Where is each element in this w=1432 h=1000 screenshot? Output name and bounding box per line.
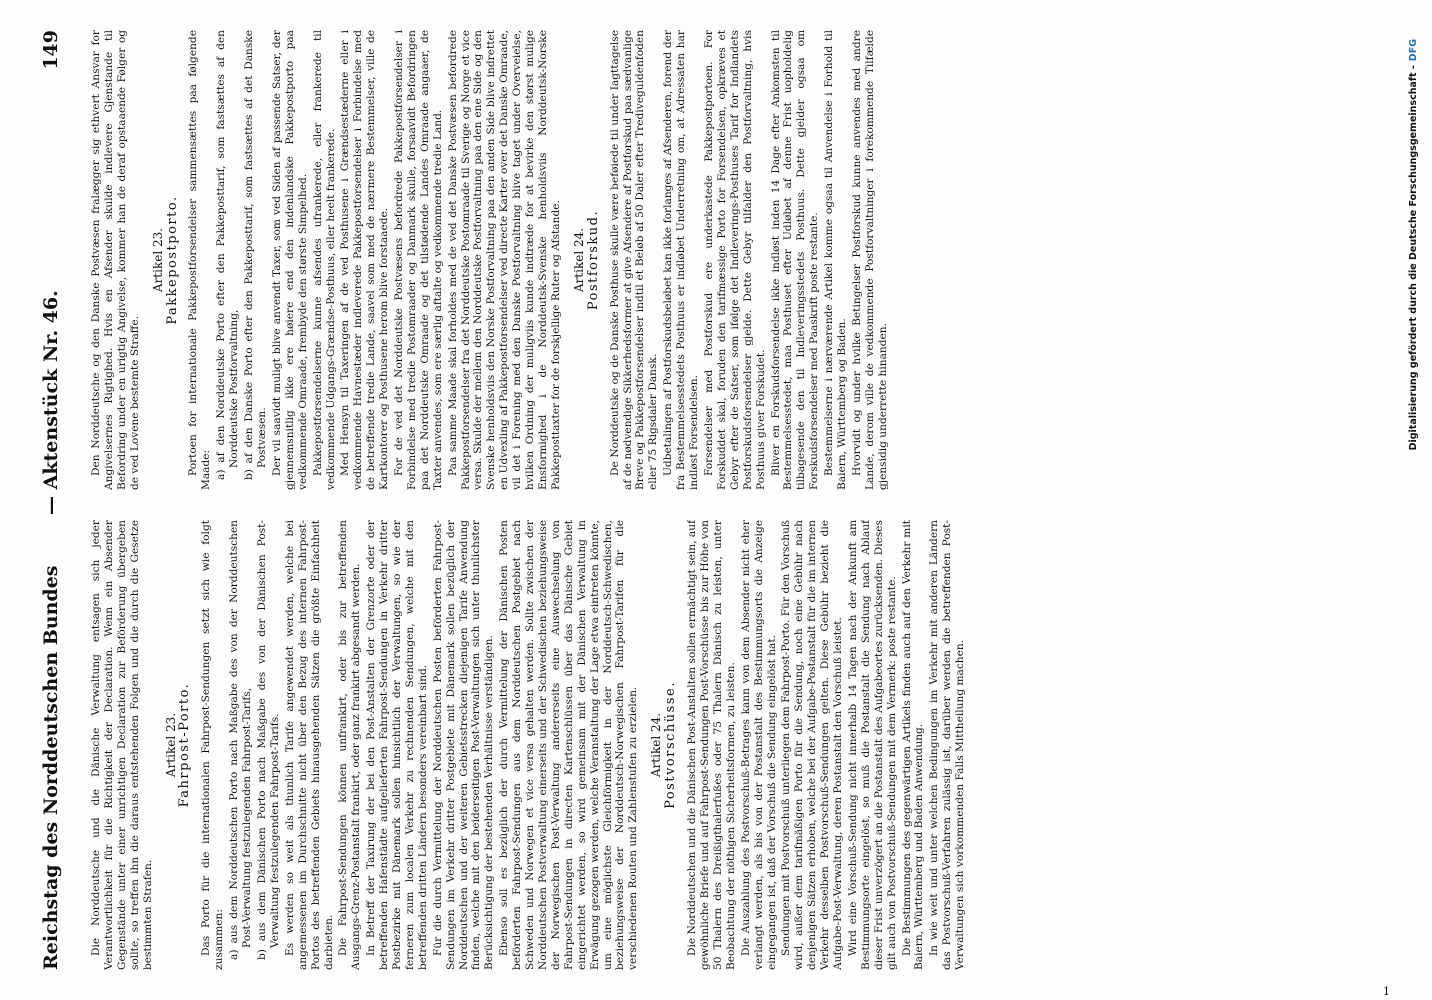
article-heading: Artikel 23. — [163, 712, 178, 778]
paragraph: Das Porto für die internationalen Fahrpost-Sendungen setzt sich wie folgt zusammen: — [200, 520, 226, 970]
paragraph: Med Hensyn til Taxeringen af de ved Posthusene i Grændsestæderne eller i vedkommende Havnestæder indleverede Pakkepostforsendelser i Forbindelse med de betreffende tredie Lande, saavel som med de nærmere Bestemmelser, ville de Kartkontorer og Posthusene herom blive forstaaede. — [339, 30, 391, 490]
danish-column — [90, 30, 1400, 490]
paragraph: Für die durch Vermittelung der Norddeutschen Posten beförderten Fahrpost-Sendungen im Verkehr dritter Postgebiete mit Dänemark sollen bezüglich der Norddeutschen und der weiteren Gebietsstrecken diejenigen Tarife Anwendung finden, welche mit den beiderseitigen Post-Verwaltungen sich unter thunlichster Berücksichtigung der bestehenden Verhältnisse verständigen. — [431, 520, 496, 970]
article-title: Postvorschüsse. — [663, 681, 679, 809]
paragraph: Die Bestimmungen des gegenwärtigen Artikels finden auch auf den Verkehr mit Baiern, Württemberg und Baden Anwendung. — [900, 520, 926, 970]
article-title: Fahrpost-Porto. — [177, 682, 193, 808]
paragraph: In Betreff der Taxirung der bei den Post-Anstalten der Grenzorte oder der betreffenden Hafenstädte aufgelieferten Fahrpost-Sendungen in Verkehr dritter Postbezirke mit Dänemark sollen hinsichtlich der Verwaltungen, so wie der ferneren zum localen Verkehr zu rechnenden Sendungen, welche mit den betreffenden dritten Ländern besonders vereinbart sind. — [365, 520, 429, 970]
header-document-number: — Aktenstück Nr. 46. — [40, 290, 62, 515]
german-column — [90, 520, 1400, 970]
digitization-strip — [1408, 30, 1426, 960]
paragraph: Die Norddeutschen und die Dänischen Post-Anstalten sollen ermächtigt sein, auf gewöhnliche Briefe und auf Fahrpost-Sendungen Post-Vorschüsse bis zur Höhe von 50 Thalern des Dreißigthalerfußes oder 75 Thalern Dänisch zu leisten, unter Beobachtung der nöthigen Sicherheitsformen, zu leisten. — [686, 520, 737, 970]
dfg-logo: DFG — [1408, 39, 1419, 62]
paragraph: Die Norddeutsche und die Dänische Verwaltung entsagen sich jeder Verantwortlichkeit für die Richtigkeit der Declaration. Wenn ein Absender Gegenstände unter einer unrichtigen Declaration zur Beförderung übergeben sollte, so treffen ihn die daraus entstehenden Folgen und die durch die Gesetze bestimmten Strafen. — [90, 520, 154, 970]
article-heading: Artikel 24. — [571, 227, 586, 293]
paragraph: Hvorvidt og under hvilke Betingelser Postforskud kunne anvendes med andre Lande, derom ville de vedkommende Postforvaltninger i forekommende Tilfælde gjensidig underrette hinanden. — [850, 30, 889, 490]
article-title: Postforskud. — [585, 209, 601, 311]
paragraph: Bestemmelserne i nærværende Artikel komme ogsaa til Anvendelse i Forhold til Baiern, Württemberg og Baden. — [823, 30, 849, 490]
paragraph: Forsendelser med Postforskud ere underkastede Pakkepostportoen. For Forskuddet skal, foruden den tarifmæssige Porto for Forsendelsen, opkræves et Gebyr efter de Satser, som ifølge det Indleverings-Posthuses Tarif for Indlandets Postforskudsforsendelser gjelde. Dette Gebyr tilfalder den Postforvaltning, hvis Posthuus giver Forskudet. — [702, 30, 767, 490]
page-number: 149 — [40, 30, 62, 70]
paragraph: In wie weit und unter welchen Bedingungen im Verkehr mit anderen Ländern das Postvorschuß-Verfahren zulässig ist, darüber werden die betreffenden Post-Verwaltungen sich vorkommenden Falls Mittheilung machen. — [928, 520, 967, 970]
paragraph: Ebenso soll es bezüglich der durch Vermittelung der Dänischen Posten beförderten Fahrpost-Sendungen aus dem Norddeutschen Postgebiet nach Schweden und Norwegen et vice versa gehalten werden. Sollte zwischen der Norddeutschen Postverwaltung einerseits und der Schwedischen beziehungsweise der Norwegischen Post-Verwaltung andererseits eine Auswechselung von Fahrpost-Sendungen in directen Kartenschlüssen über das Dänische Gebiet eingerichtet werden, so wird gemeinsam mit der Dänischen Verwaltung in Erwägung gezogen werden, welche Veranstaltung der Lage etwa eintreten könnte, um eine möglichste Gleichförmigkeit in der Norddeutsch-Schwedischen, beziehungsweise der Norddeutsch-Norwegischen Fahrpost-Tarifen für die verschiedenen Routen und Zahlenstufen zu erzielen. — [498, 520, 640, 970]
paragraph: Bliver en Forskudsforsendelse ikke indløst inden 14 Dage efter Ankomsten til Bestemmelsesstedet, maa Posthuset efter Udløbet af denne Frist uopholdelig tilbagesende den til Indleveringsstedets Posthuus. Dette gjelder ogsaa om Forskudsforsendelser med Paaskrift poste restante. — [769, 30, 821, 490]
list-item: a) aus dem Norddeutschen Porto nach Maßgabe des von der Norddeutschen Post-Verwaltung festzulegenden Fahrpost-Tarifs, — [228, 520, 254, 960]
paragraph: Wird eine Vorschuß-Sendung nicht innerhalb 14 Tagen nach der Ankunft am Bestimmungsorte eingelöst, so muß die Postanstalt die Sendung nach Ablauf dieser Frist unverzögert an die Postanstalt des Aufgabeortes zurücksenden. Dieses gilt auch von Postvorschuß-Sendungen mit dem Vermerk: poste restante. — [846, 520, 898, 970]
paragraph: For de ved det Norddeutske Postvæsens befordrede Pakkepostforsendelser i Forbindelse med tredie Postomraader og Danmark skulle, forsaavidt Befordringen paa det Norddeutske Omraade og det tilstødende Landes Omraade angaaer, de Taxter anvendes, som ere særlig aftalte og vedkommende tredie Land. — [393, 30, 444, 490]
corner-mark: 1 — [1383, 985, 1390, 998]
header-title: Reichstag des Norddeutschen Bundes — [40, 565, 62, 970]
paragraph: Die Fahrpost-Sendungen können unfrankirt, oder bis zur betreffenden Ausgangs-Grenz-Postanstalt frankirt, oder ganz frankirt abgesandt werden. — [337, 520, 363, 970]
paragraph: Die Auszahlung des Postvorschuß-Betrages kann von dem Absender nicht eher verlangt werden, als bis von der Postanstalt des Bestimmungsorts die Anzeige eingegangen ist, daß der Vorschuß die Sendung eingelöst hat. — [739, 520, 778, 970]
running-header — [40, 30, 70, 970]
paragraph: Der vil saavidt muligt blive anvendt Taxer, som ved Siden af passende Satser, der gjennemsnitlig ikke ere høiere end den indenlandske Pakkepostporto paa vedkommende Omraade, frembyde den største Simpelhed. — [270, 30, 309, 490]
paragraph: Paa samme Maade skal forholdes med de ved det Danske Postvæsen befordrede Pakkepostforsendelser fra det Norddeutske Postomraade til Sverige og Norge et vice versa. Skulde der mellem den Norddeutske Postforvaltning paa den ene Side og den Svenske henholdsviis den Norske Postforvaltning paa den anden Side blive indrettet en Udvexling af Pakkepostforsendelser ved directe Karter over det Danske Omraade, vil det i Forening med den Danske Postforvaltning blive taget under Overveielse, hvilken Ordning der muligviis kunde indtræde for at bevirke den størst mulige Ensformighed i de Norddeutsk-Svenske henholdsviis Norddeutsk-Norske Pakkeposttaxter for de forskjellige Ruter og Afstande. — [446, 30, 562, 490]
article-title: Pakkepostporto. — [164, 195, 180, 325]
paragraph: Pakkepostforsendelserne kunne afsendes ufrankerede, eller frankerede til vedkommende Udgangs-Grændse-Posthuus, eller heelt frankerede. — [311, 30, 337, 490]
paragraph: Portoen for internationale Pakkepostforsendelser sammensættes paa følgende Maade: — [187, 30, 213, 490]
paragraph: De Norddeutske og de Danske Posthuse skulle være beføiede til under Iagttagelse af de nødvendige Sikkerhedsformer at give Afsendere af Postforskud paa sædvanlige Breve og Pakkepostforsendelser indtil et Beløb af 50 Daler efter Trediveguldenfoden eller 75 Rigsdaler Dansk. — [608, 30, 660, 490]
digitization-note — [1408, 39, 1426, 969]
article-heading: Artikel 23. — [150, 227, 165, 293]
paragraph: Es werden so weit als thunlich Tarife angewendet werden, welche bei angemessenen im Durchschnitte nicht über den Bezug des internen Fahrpost-Portos des betreffenden Gebiets hinausgehenden Sätzen die größte Einfachheit darbieten. — [283, 520, 335, 970]
paragraph: Den Norddeutsche og den Danske Postvæsen fralægger sig ethvert Ansvar for Angivelsernes Rigtighed. Hvis en Afsender skulde indlevere Gjenstande til Befordring under en urigtig Angivelse, kommer han de deraf opstaaende Følger og de ved Lovene bestemte Straffe. — [90, 30, 141, 490]
paragraph: Udbetalingen af Postforskudsbeløbet kan ikke forlanges af Afsenderen, forend der fra Bestemmelsesstedets Posthuus er indløbet Underretning om, at Adressaten har indløst Forsendelsen. — [662, 30, 701, 490]
list-item: b) aus dem Dänischen Porto nach Maßgabe des von der Dänischen Post-Verwaltung festzulegenden Fahrpost-Tarifs. — [255, 520, 281, 960]
paragraph: Sendungen mit Postvorschuß unterliegen dem Fahrpost-Porto. Für den Vorschuß wird, außer dem tarifmäßigen Porto für die Sendung, noch eine Gebühr nach denjenigen Sätzen erhoben, welche bei der Aufgabe-Postanstalt für die im internen Verkehr desselben Postvorschuß-Sendungen gelten. Diese Gebühr bezieht die Aufgabe-Post-Verwaltung, deren Postanstalt den Vorschuß leistet. — [780, 520, 845, 970]
list-item: a) af den Norddeutske Porto efter den Pakkeposttarif, som fastsættes af den Norddeutske Postforvaltning, — [215, 30, 241, 480]
list-item: b) af den Danske Porto efter den Pakkeposttarif, som fastsættes af det Danske Postvæsen. — [243, 30, 268, 480]
article-heading: Artikel 24. — [649, 712, 664, 778]
digitization-text: Digitalisierung gefördert durch die Deutsche Forschungsgemeinschaft - — [1408, 65, 1419, 451]
